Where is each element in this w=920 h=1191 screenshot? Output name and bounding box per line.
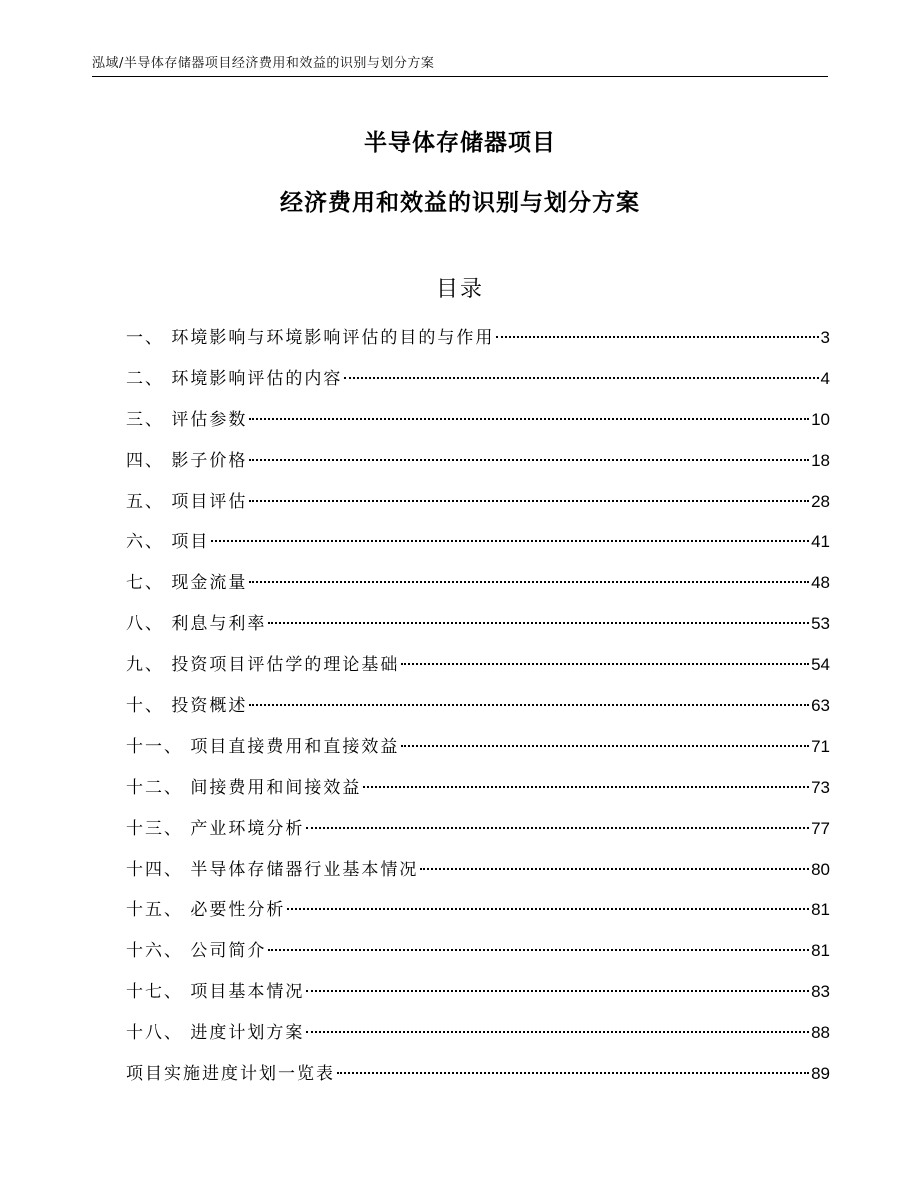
toc-entry-page: 10 xyxy=(811,409,830,429)
toc-entry-page: 54 xyxy=(811,655,830,675)
toc-entry[interactable] xyxy=(126,686,830,727)
toc-leader-dots xyxy=(344,377,818,379)
toc-entry-page: 4 xyxy=(820,368,830,388)
toc-entry-label: 十三、 产业环境分析 xyxy=(126,818,305,839)
document-title-line-1: 半导体存储器项目 xyxy=(364,130,556,156)
toc-leader-dots xyxy=(420,868,809,870)
toc-entry-page: 83 xyxy=(811,982,830,1002)
toc-entry-page: 88 xyxy=(811,1023,830,1043)
toc-leader-dots xyxy=(249,500,809,502)
header-divider xyxy=(92,76,828,77)
toc-entry[interactable] xyxy=(126,850,830,891)
toc-entry-label: 二、 环境影响评估的内容 xyxy=(126,368,343,389)
toc-entry[interactable] xyxy=(126,482,830,523)
toc-entry-page: 18 xyxy=(811,450,830,470)
toc-entry-label: 十、 投资概述 xyxy=(126,696,248,717)
toc-entry-label: 五、 项目评估 xyxy=(126,491,248,512)
toc-entry[interactable] xyxy=(126,563,830,604)
toc-entry[interactable] xyxy=(126,890,830,931)
toc-entry[interactable] xyxy=(126,931,830,972)
toc-heading: 目录 xyxy=(435,277,484,302)
toc-leader-dots xyxy=(268,949,809,951)
toc-entry-label: 八、 利息与利率 xyxy=(126,614,267,635)
toc-entry-page: 89 xyxy=(811,1064,830,1084)
toc-entry-label: 七、 现金流量 xyxy=(126,573,248,594)
toc-leader-dots xyxy=(337,1072,809,1074)
toc-entry-page: 81 xyxy=(811,900,830,920)
toc-leader-dots xyxy=(249,704,809,706)
toc-entry-label: 四、 影子价格 xyxy=(126,450,248,471)
toc-entry[interactable] xyxy=(126,645,830,686)
toc-entry[interactable] xyxy=(126,972,830,1013)
toc-leader-dots xyxy=(268,622,809,624)
toc-entry-page: 3 xyxy=(820,328,830,347)
toc-entry-page: 63 xyxy=(811,696,830,716)
toc-leader-dots xyxy=(249,459,809,461)
toc-entry[interactable] xyxy=(126,604,830,645)
toc-entry-page: 53 xyxy=(811,614,830,634)
toc-leader-dots xyxy=(401,745,809,747)
running-header: 泓域/半导体存储器项目经济费用和效益的识别与划分方案 xyxy=(92,56,435,71)
toc-entry-page: 77 xyxy=(811,818,830,838)
toc-entry[interactable] xyxy=(126,441,830,482)
toc-leader-dots xyxy=(363,786,809,788)
toc-entry-page: 41 xyxy=(811,532,830,552)
toc-entry-label: 十六、 公司简介 xyxy=(126,941,267,962)
toc-leader-dots xyxy=(249,581,809,583)
toc-entry[interactable] xyxy=(126,809,830,850)
toc-leader-dots xyxy=(401,663,809,665)
toc-entry[interactable] xyxy=(126,359,830,400)
toc-leader-dots xyxy=(306,827,809,829)
toc-entry-label: 十一、 项目直接费用和直接效益 xyxy=(126,736,400,757)
toc-leader-dots xyxy=(496,336,818,338)
toc-entry-label: 十二、 间接费用和间接效益 xyxy=(126,777,362,798)
toc-entry-label: 一、 环境影响与环境影响评估的目的与作用 xyxy=(126,328,495,348)
table-of-contents xyxy=(126,318,830,1095)
toc-entry[interactable] xyxy=(126,768,830,809)
toc-entry-label: 十四、 半导体存储器行业基本情况 xyxy=(126,859,419,880)
toc-entry-page: 81 xyxy=(811,941,830,961)
toc-entry-label: 九、 投资项目评估学的理论基础 xyxy=(126,655,400,676)
toc-leader-dots xyxy=(211,540,809,542)
toc-entry-page: 73 xyxy=(811,777,830,797)
toc-entry-page: 71 xyxy=(811,736,830,756)
toc-entry-label: 三、 评估参数 xyxy=(126,409,248,430)
toc-entry-page: 80 xyxy=(811,859,830,879)
toc-entry-label: 十五、 必要性分析 xyxy=(126,900,286,921)
toc-entry[interactable] xyxy=(126,400,830,441)
toc-entry[interactable] xyxy=(126,318,830,359)
toc-leader-dots xyxy=(306,1031,809,1033)
toc-entry[interactable] xyxy=(126,727,830,768)
toc-entry-label: 项目实施进度计划一览表 xyxy=(126,1064,335,1085)
toc-entry-page: 28 xyxy=(811,491,830,511)
toc-leader-dots xyxy=(287,908,809,910)
toc-entry-label: 十八、 进度计划方案 xyxy=(126,1023,305,1044)
toc-entry-label: 六、 项目 xyxy=(126,532,210,553)
toc-leader-dots xyxy=(306,990,809,992)
toc-entry[interactable] xyxy=(126,1013,830,1054)
document-title-line-2: 经济费用和效益的识别与划分方案 xyxy=(280,190,640,216)
toc-entry-label: 十七、 项目基本情况 xyxy=(126,982,305,1003)
toc-entry[interactable] xyxy=(126,522,830,563)
toc-entry[interactable] xyxy=(126,1054,830,1095)
toc-leader-dots xyxy=(249,418,809,420)
toc-entry-page: 48 xyxy=(811,573,830,593)
